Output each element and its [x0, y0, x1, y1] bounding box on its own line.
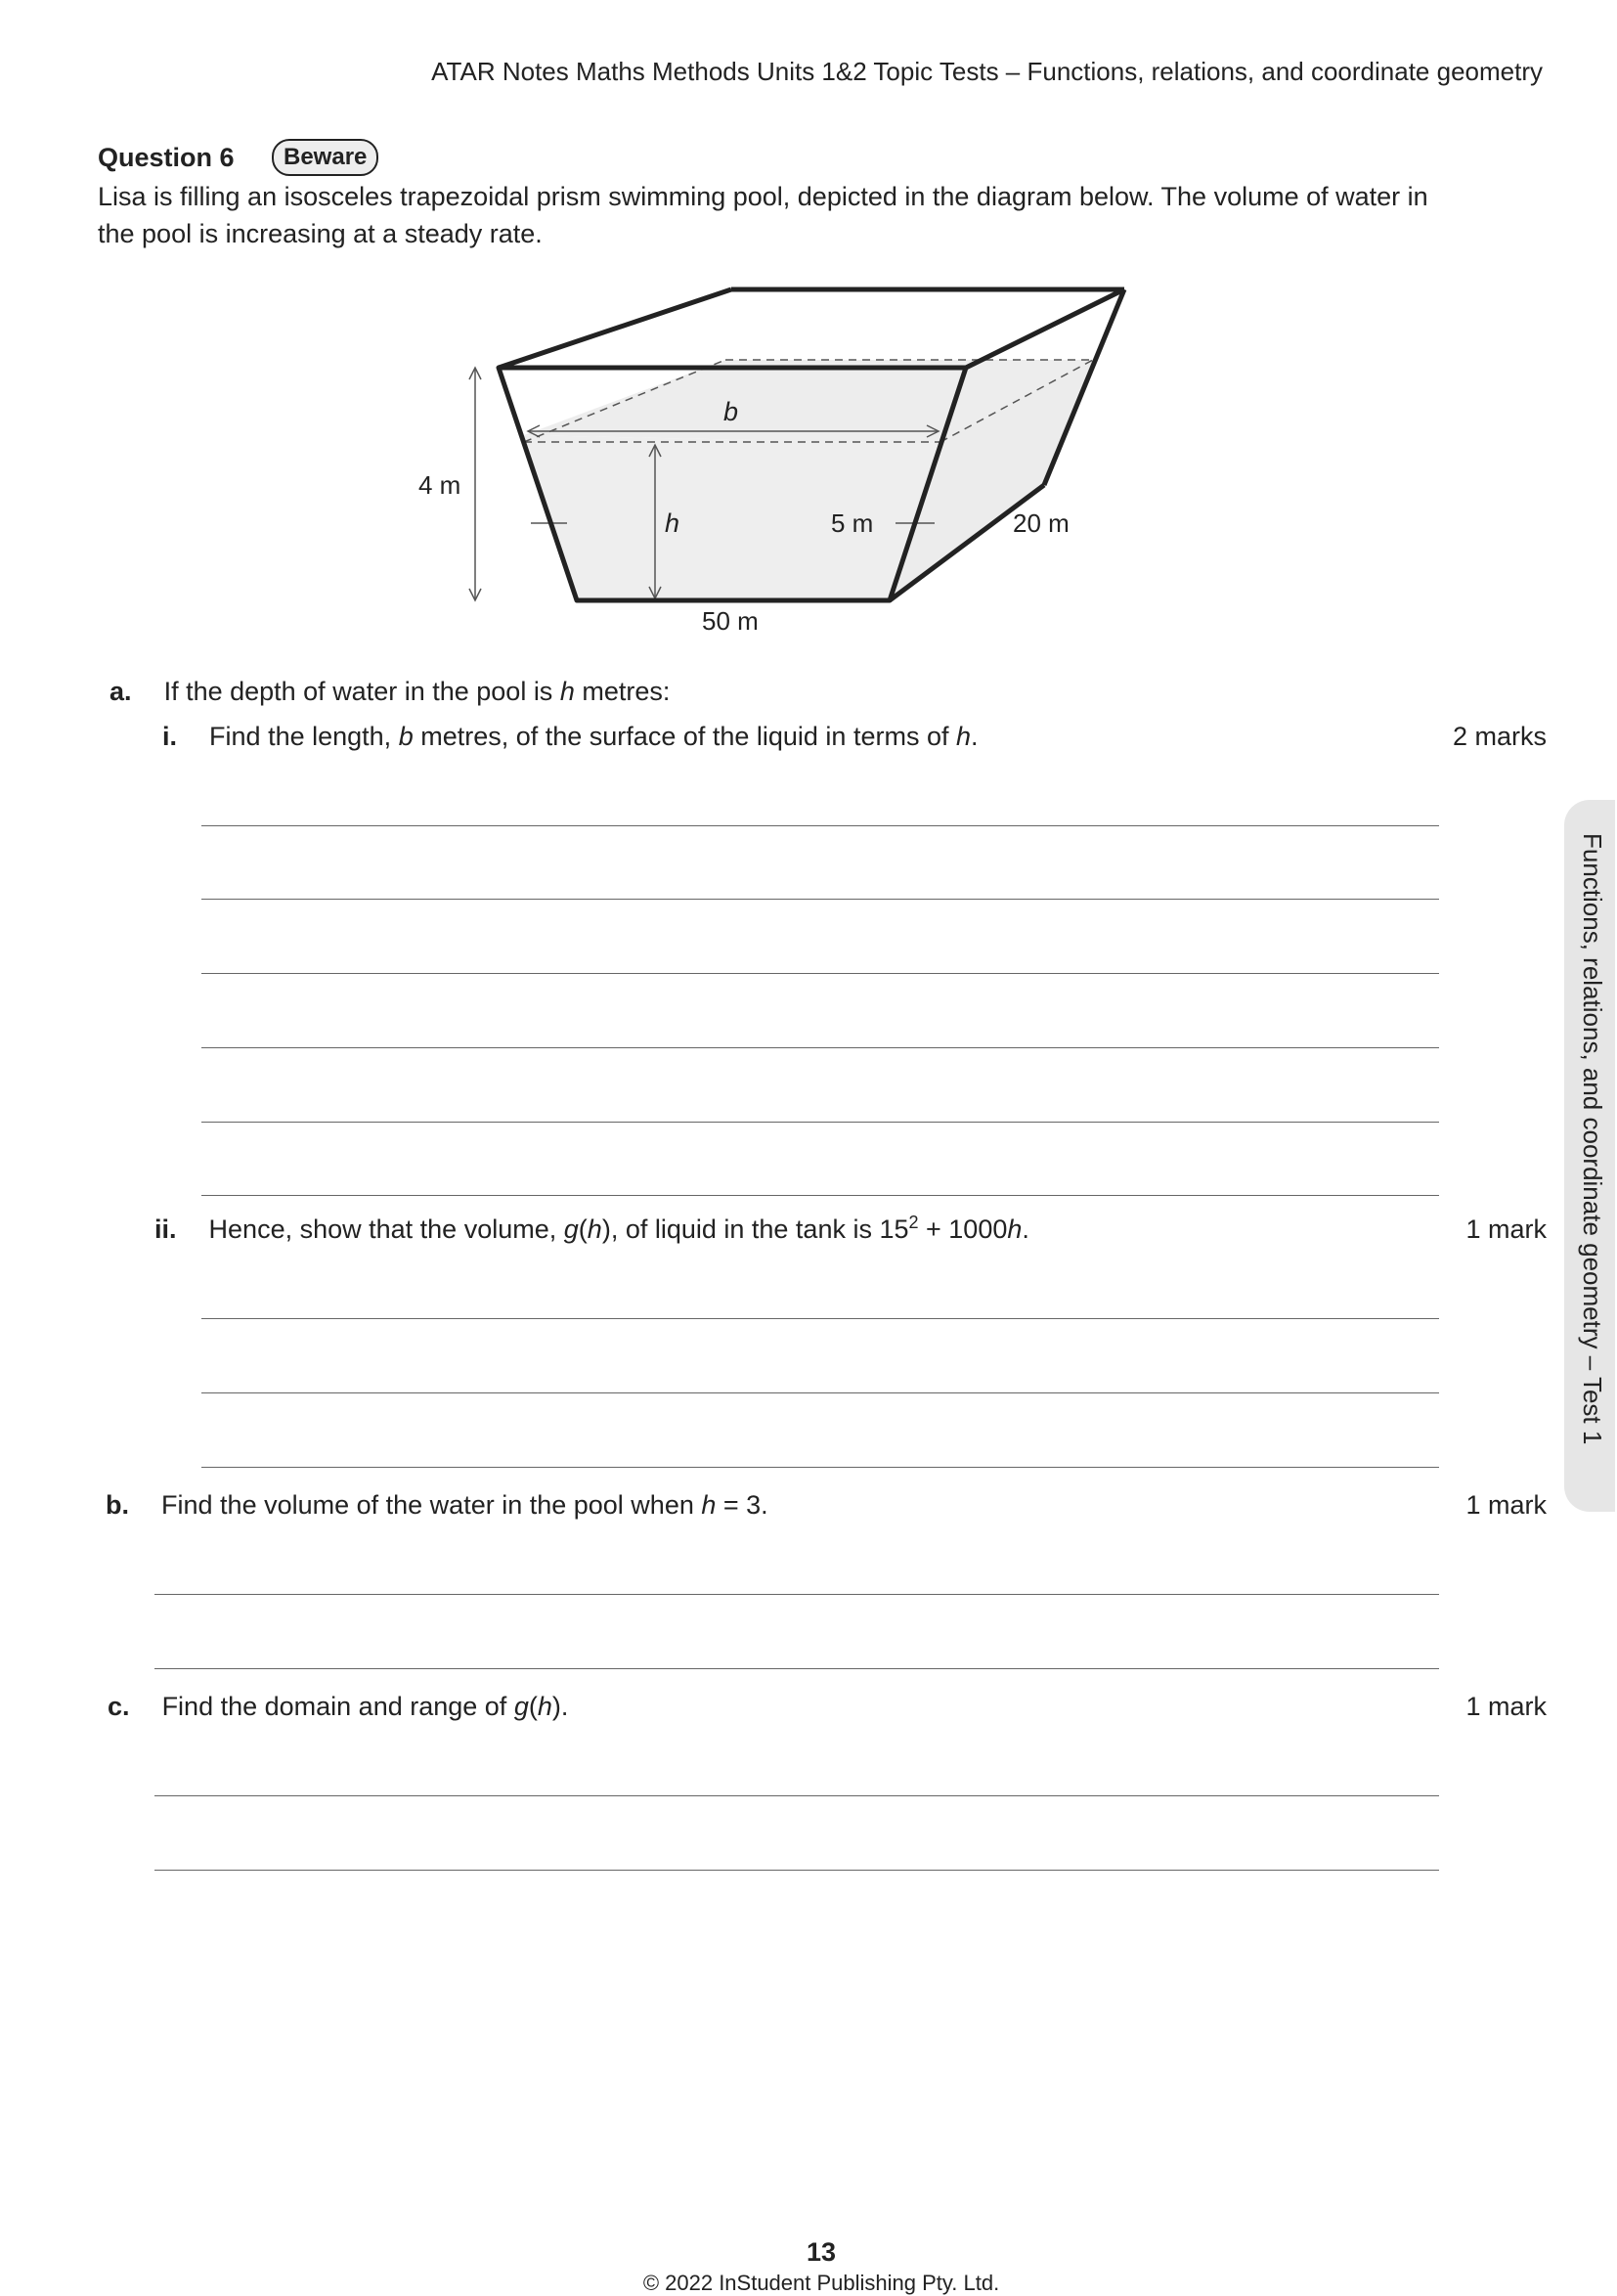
- label-b: b: [723, 397, 739, 426]
- answer-line[interactable]: [154, 1870, 1439, 1871]
- part-a-ii-text: Hence, show that the volume,: [208, 1214, 564, 1244]
- part-a-ii-var-h2: h: [1007, 1214, 1023, 1244]
- part-a-i-var-h: h: [955, 722, 972, 751]
- answer-line[interactable]: [201, 973, 1439, 974]
- part-c-text: Find the domain and range of: [161, 1692, 514, 1721]
- part-a-ii-var-h: h: [587, 1214, 602, 1244]
- page-number: 13: [806, 2237, 837, 2267]
- part-a-var: h: [559, 677, 575, 706]
- part-b-text-end: = 3.: [716, 1490, 768, 1520]
- answer-line[interactable]: [201, 1392, 1439, 1393]
- beware-badge: Beware: [272, 139, 378, 176]
- answer-line[interactable]: [201, 1122, 1439, 1123]
- part-a-ii-paren-close: ): [601, 1214, 611, 1244]
- question-title: Question 6: [98, 143, 235, 172]
- label-h: h: [665, 508, 680, 538]
- part-a-ii-text-plus: + 1000: [918, 1214, 1008, 1244]
- answer-line[interactable]: [201, 1467, 1439, 1468]
- part-a-i-marks: 2 marks: [1452, 722, 1547, 751]
- part-b-text: Find the volume of the water in the pool when: [161, 1490, 702, 1520]
- part-b: [106, 1490, 768, 1521]
- answer-line[interactable]: [201, 1195, 1439, 1196]
- part-a-ii: [154, 1214, 1029, 1245]
- part-a: [109, 677, 670, 707]
- part-a-i-text-mid: metres, of the surface of the liquid in terms of: [413, 722, 956, 751]
- part-b-var-h: h: [701, 1490, 717, 1520]
- part-a-ii-paren-open: (: [578, 1214, 588, 1244]
- label-50m: 50 m: [702, 606, 759, 636]
- part-a-ii-marks: 1 mark: [1465, 1214, 1547, 1244]
- part-b-marks: 1 mark: [1465, 1490, 1547, 1520]
- section-side-tab: [1564, 800, 1615, 1512]
- part-c-func: g: [513, 1692, 529, 1721]
- part-c-marks: 1 mark: [1465, 1692, 1547, 1721]
- answer-line[interactable]: [154, 1795, 1439, 1796]
- answer-line[interactable]: [201, 899, 1439, 900]
- part-c: [108, 1692, 568, 1722]
- part-a-ii-exponent: 2: [908, 1213, 919, 1232]
- part-c-label: c.: [108, 1692, 130, 1721]
- answer-line[interactable]: [201, 1318, 1439, 1319]
- running-header: ATAR Notes Maths Methods Units 1&2 Topic Tests – Functions, relations, and coordinate geometry: [431, 57, 1543, 86]
- part-a-i-label: i.: [162, 722, 178, 751]
- part-c-paren-open: (: [528, 1692, 538, 1721]
- question-intro: Lisa is filling an isosceles trapezoidal prism swimming pool, depicted in the diagram below. The volume of water in the pool is increasing at a steady rate.: [98, 182, 1428, 248]
- label-5m: 5 m: [831, 508, 874, 538]
- answer-line[interactable]: [201, 1047, 1439, 1048]
- part-a-label: a.: [109, 677, 132, 706]
- part-a-text-after: metres:: [574, 677, 671, 706]
- part-a-i-var-b: b: [398, 722, 414, 751]
- answer-line[interactable]: [154, 1594, 1439, 1595]
- pool-diagram: [391, 274, 1173, 645]
- part-a-ii-text-mid: , of liquid in the tank is 15: [610, 1214, 909, 1244]
- part-a-i-text: Find the length,: [209, 722, 399, 751]
- answer-line[interactable]: [154, 1668, 1439, 1669]
- part-c-paren-close: ).: [551, 1692, 569, 1721]
- side-tab-text: Functions, relations, and coordinate geometry – Test 1: [1578, 833, 1607, 1445]
- height-dimension-arrow: [469, 368, 481, 600]
- copyright: © 2022 InStudent Publishing Pty. Ltd.: [642, 2271, 1000, 2295]
- part-a-i: [162, 722, 979, 752]
- answer-line[interactable]: [201, 825, 1439, 826]
- part-a-text: If the depth of water in the pool is: [163, 677, 560, 706]
- part-a-ii-label: ii.: [154, 1214, 177, 1244]
- part-a-ii-func: g: [563, 1214, 579, 1244]
- label-20m: 20 m: [1013, 508, 1070, 538]
- part-c-var-h: h: [537, 1692, 552, 1721]
- part-b-label: b.: [106, 1490, 129, 1520]
- water-front-face: [524, 435, 940, 600]
- part-a-i-text-end: .: [971, 722, 979, 751]
- label-4m: 4 m: [418, 470, 461, 500]
- part-a-ii-text-end: .: [1022, 1214, 1029, 1244]
